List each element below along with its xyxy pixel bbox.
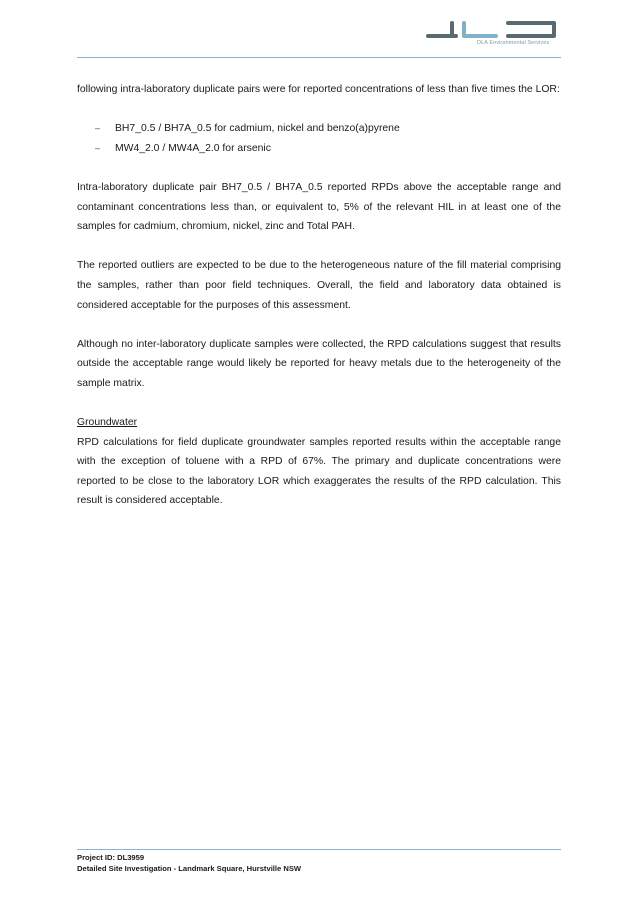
paragraph-groundwater: RPD calculations for field duplicate groundwater samples reported results within the acceptable range with the exception of toluene with a RPD of 67%. The primary and duplicate concentrations were reported to be close to the laboratory LOR which exaggerates the results of the RPD calculation. This result is considered acceptable. (77, 436, 561, 507)
paragraph-intra-lab: Intra-laboratory duplicate pair BH7_0.5 / BH7A_0.5 reported RPDs above the acceptable range and contaminant concentrations less than, or equivalent to, 5% of the relevant HIL in at least one of the samples for cadmium, chromium, nickel, zinc and Total PAH. (77, 181, 561, 233)
footer-project-id: Project ID: DL3959 (77, 853, 145, 862)
page-footer (77, 852, 301, 874)
list-item (77, 119, 561, 139)
section-heading-groundwater: Groundwater (77, 417, 138, 429)
logo-subtitle: DLA Environmental Services (477, 40, 550, 46)
document-body (77, 80, 561, 511)
list-item (77, 139, 561, 159)
bullet-dash-icon: – (95, 123, 101, 134)
paragraph-intro: following intra-laboratory duplicate pairs were for reported concentrations of less than five times the LOR: (77, 84, 560, 95)
footer-project-title: Detailed Site Investigation - Landmark Square, Hurstville NSW (77, 864, 302, 873)
list-item-text: MW4_2.0 / MW4A_2.0 for arsenic (115, 142, 271, 154)
company-logo (426, 20, 562, 56)
paragraph-inter-lab: Although no inter-laboratory duplicate samples were collected, the RPD calculations suggest that results outside the acceptable range would likely be reported for heavy metals due to the heterogeneity of the sample matrix. (77, 338, 561, 389)
header-divider (77, 57, 561, 58)
paragraph-outliers: The reported outliers are expected to be due to the heterogeneous nature of the fill material comprising the samples, rather than poor field techniques. Overall, the field and laboratory data obtained is considered acceptable for the purposes of this assessment. (77, 260, 561, 311)
bullet-dash-icon: – (95, 142, 101, 153)
duplicate-pairs-list (77, 119, 561, 158)
dla-logo-icon (426, 20, 562, 42)
footer-divider (77, 849, 561, 850)
list-item-text: BH7_0.5 / BH7A_0.5 for cadmium, nickel and benzo(a)pyrene (115, 123, 400, 135)
